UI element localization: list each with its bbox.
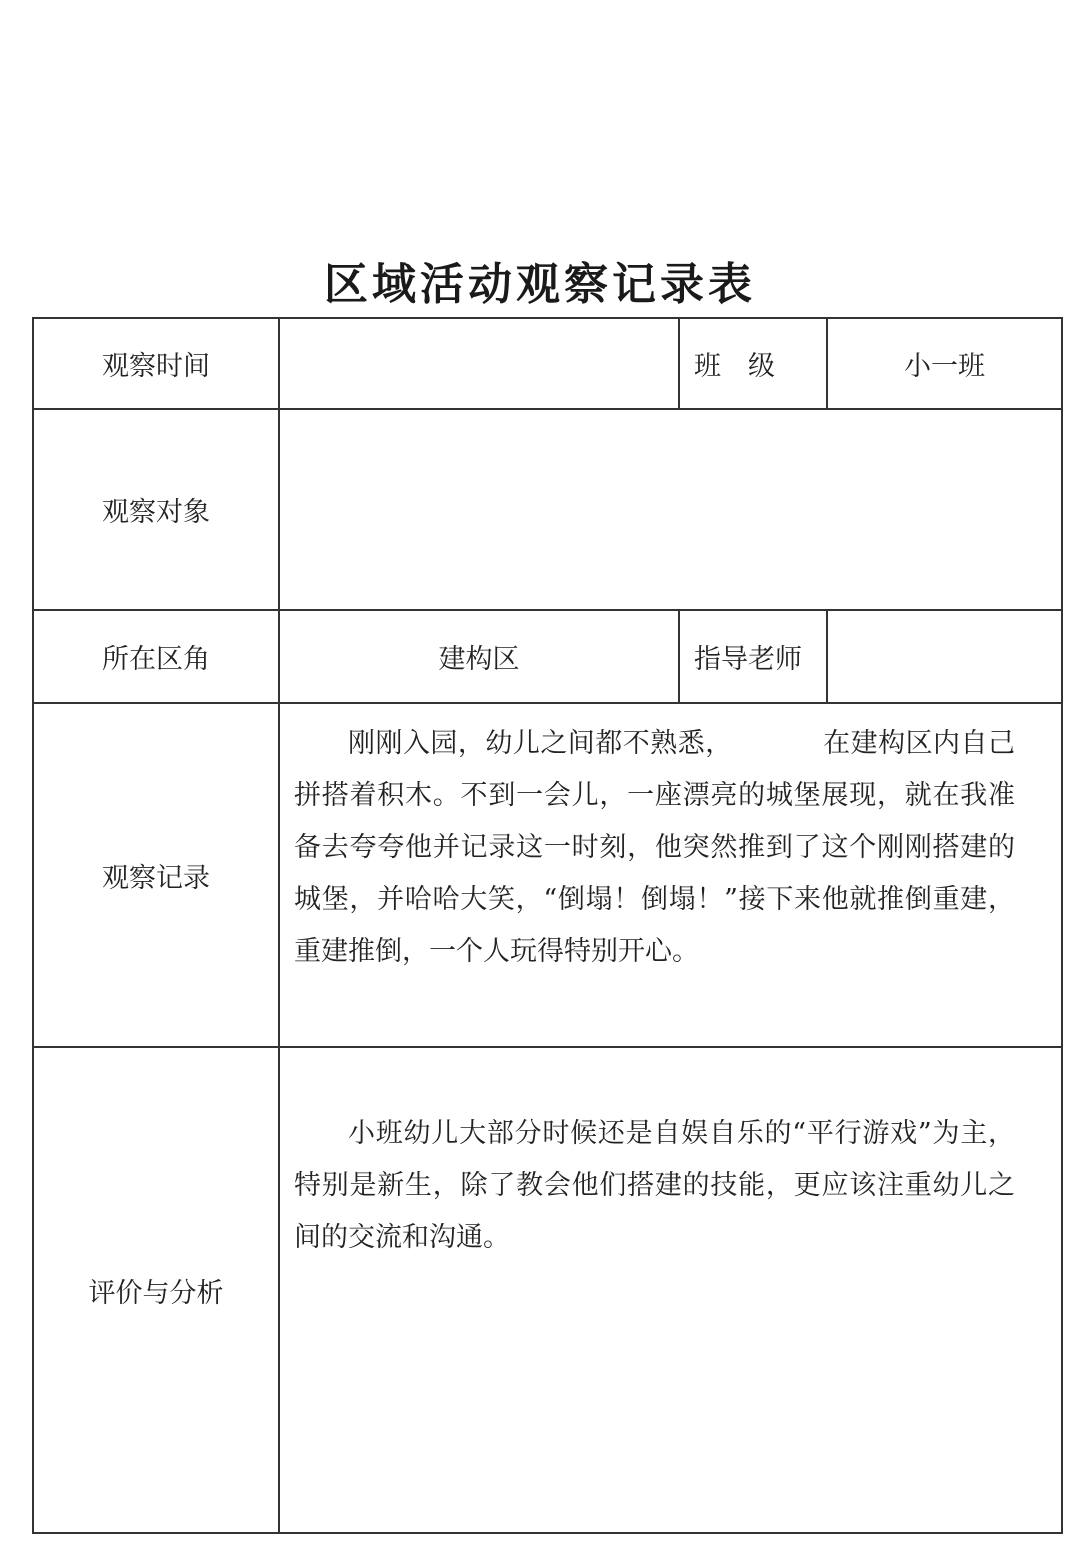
row-area [33,610,1062,703]
record-text-part2: 在建构区内自己拼搭着积木。不到一会儿，一座漂亮的城堡展现，就在我准备去夸夸他并记录这一时刻，他突然推到了这个刚刚搭建的城堡，并哈哈大笑，“倒塌！倒塌！”接下来他就推倒重建，重建推倒，一个人玩得特别开心。 [294,728,1016,967]
observation-subject-label: 观察对象 [33,409,279,610]
row-observation-time [33,318,1062,409]
observation-record-table [32,317,1063,1534]
evaluation-text: 小班幼儿大部分时候还是自娱自乐的“平行游戏”为主，特别是新生，除了教会他们搭建的技能，更应该注重幼儿之间的交流和沟通。 [294,1118,1015,1253]
row-evaluation [33,1047,1062,1533]
teacher-label: 指导老师 [679,610,827,703]
observation-record-label: 观察记录 [33,703,279,1047]
evaluation-label: 评价与分析 [33,1047,279,1533]
observation-time-value [279,318,679,409]
observation-record-text [294,718,1015,978]
area-label: 所在区角 [33,610,279,703]
area-value: 建构区 [279,610,679,703]
observation-time-label: 观察时间 [33,318,279,409]
observation-record-cell [279,703,1062,1047]
evaluation-cell [279,1047,1062,1533]
row-observation-subject [33,409,1062,610]
record-text-part1: 刚刚入园，幼儿之间都不熟悉， [348,728,733,759]
row-observation-record [33,703,1062,1047]
teacher-value [827,610,1062,703]
class-value: 小一班 [827,318,1062,409]
class-label: 班 级 [679,318,827,409]
observation-subject-value [279,409,1062,610]
page-title: 区域活动观察记录表 [324,259,756,310]
